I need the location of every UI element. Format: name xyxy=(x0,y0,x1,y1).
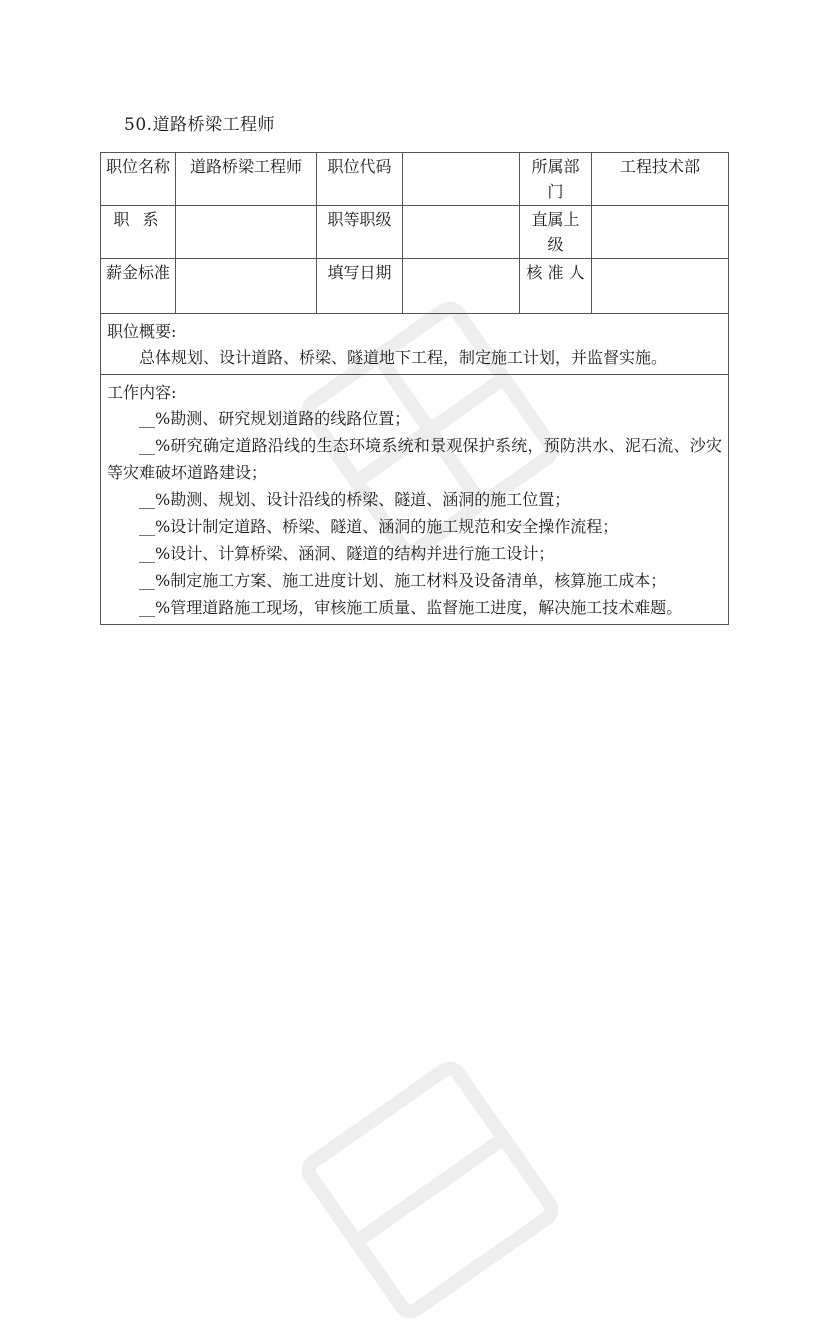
label-department: 所属部门 xyxy=(520,153,592,206)
label-supervisor: 直属上级 xyxy=(520,206,592,259)
label-salary-standard: 薪金标准 xyxy=(101,259,176,314)
work-heading: 工作内容: xyxy=(107,383,177,402)
label-position-code: 职位代码 xyxy=(317,153,403,206)
value-supervisor xyxy=(592,206,729,259)
work-item: __%管理道路施工现场，审核施工质量、监督施工进度，解决施工技术难题。 xyxy=(139,598,683,617)
label-approver: 核 准 人 xyxy=(520,259,592,314)
page-title: 50.道路桥梁工程师 xyxy=(124,115,276,135)
value-grade xyxy=(403,206,520,259)
value-position-code xyxy=(403,153,520,206)
summary-row xyxy=(101,314,729,375)
work-item: __%勘测、规划、设计沿线的桥梁、隧道、涵洞的施工位置； xyxy=(139,490,571,509)
summary-cell xyxy=(101,314,729,375)
work-item: __%设计制定道路、桥梁、隧道、涵洞的施工规范和安全操作流程； xyxy=(139,517,619,536)
value-job-family xyxy=(176,206,317,259)
label-grade: 职等职级 xyxy=(317,206,403,259)
value-salary-standard xyxy=(176,259,317,314)
work-item: __%勘测、研究规划道路的线路位置； xyxy=(139,409,411,428)
job-description-table xyxy=(100,152,729,625)
table-row xyxy=(101,259,729,314)
value-fill-date xyxy=(403,259,520,314)
summary-text: 总体规划、设计道路、桥梁、隧道地下工程，制定施工计划，并监督实施。 xyxy=(139,348,668,367)
label-position-name: 职位名称 xyxy=(101,153,176,206)
label-fill-date: 填写日期 xyxy=(317,259,403,314)
work-item: __%设计、计算桥梁、涵洞、隧道的结构并进行施工设计； xyxy=(139,544,555,563)
work-row xyxy=(101,375,729,625)
label-job-family: 职 系 xyxy=(101,206,176,259)
value-position-name: 道路桥梁工程师 xyxy=(176,153,317,206)
watermark-graphic-lower xyxy=(300,1040,560,1340)
value-department: 工程技术部 xyxy=(592,153,729,206)
work-item: __%研究确定道路沿线的生态环境系统和景观保护系统，预防洪水、泥石流、沙灾等灾难破坏道路建设； xyxy=(107,436,722,482)
summary-heading: 职位概要: xyxy=(107,322,177,341)
work-cell xyxy=(101,375,729,625)
value-approver xyxy=(592,259,729,314)
table-row xyxy=(101,153,729,206)
work-item: __%制定施工方案、施工进度计划、施工材料及设备清单，核算施工成本； xyxy=(139,571,667,590)
table-row xyxy=(101,206,729,259)
